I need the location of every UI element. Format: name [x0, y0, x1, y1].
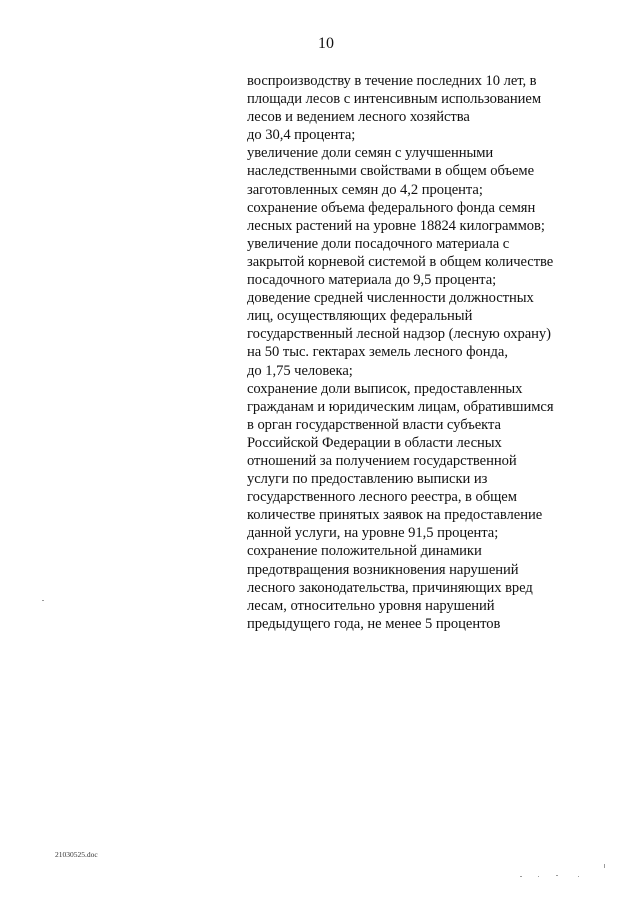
text-line: сохранение объема федерального фонда семян — [247, 199, 536, 216]
text-line: сохранение доли выписок, предоставленных — [247, 380, 523, 397]
text-line: на 50 тыс. гектарах земель лесного фонда, — [247, 344, 508, 361]
text-line: увеличение доли семян с улучшенными — [247, 145, 494, 162]
scan-speck — [520, 876, 522, 877]
text-line: заготовленных семян до 4,2 процента; — [247, 181, 483, 198]
text-line: количестве принятых заявок на предоставление — [247, 507, 543, 524]
page-number: 10 — [318, 35, 334, 52]
text-line: Российской Федерации в области лесных — [247, 434, 502, 451]
text-line: лесам, относительно уровня нарушений — [247, 597, 495, 614]
footer-file-name: 21030525.doc — [55, 850, 98, 859]
text-line: услуги по предоставлению выписки из — [247, 471, 488, 488]
text-line: лесов и ведением лесного хозяйства — [247, 109, 470, 126]
text-line: до 30,4 процента; — [247, 127, 356, 144]
text-line: отношений за получением государственной — [247, 452, 517, 469]
text-line: до 1,75 человека; — [247, 362, 353, 379]
scan-speck — [578, 876, 579, 877]
text-line: государственный лесной надзор (лесную охрану) — [247, 326, 551, 343]
document-body-text — [247, 72, 577, 633]
scan-speck — [604, 864, 605, 868]
text-line: сохранение положительной динамики — [247, 543, 482, 560]
text-line: площади лесов с интенсивным использованием — [247, 91, 542, 108]
scan-speck — [556, 875, 558, 876]
text-line: предотвращения возникновения нарушений — [247, 561, 519, 578]
text-line: доведение средней численности должностных — [247, 290, 534, 307]
text-line: воспроизводству в течение последних 10 лет, в — [247, 73, 537, 89]
scan-speck — [42, 600, 44, 601]
text-line: данной услуги, на уровне 91,5 процента; — [247, 525, 499, 542]
scan-speck — [538, 876, 539, 877]
text-line: лиц, осуществляющих федеральный — [247, 308, 473, 325]
text-line: государственного лесного реестра, в общем — [247, 489, 517, 506]
text-line: увеличение доли посадочного материала с — [247, 235, 510, 252]
text-line: лесных растений на уровне 18824 килограммов; — [247, 217, 545, 234]
text-line: закрытой корневой системой в общем количестве — [247, 253, 554, 270]
text-line: в орган государственной власти субъекта — [247, 416, 501, 433]
text-line: гражданам и юридическим лицам, обратившимся — [247, 398, 554, 415]
text-line: наследственными свойствами в общем объеме — [247, 163, 535, 180]
text-line: посадочного материала до 9,5 процента; — [247, 272, 497, 289]
text-line: лесного законодательства, причиняющих вред — [247, 579, 533, 596]
text-line: предыдущего года, не менее 5 процентов — [247, 615, 501, 632]
